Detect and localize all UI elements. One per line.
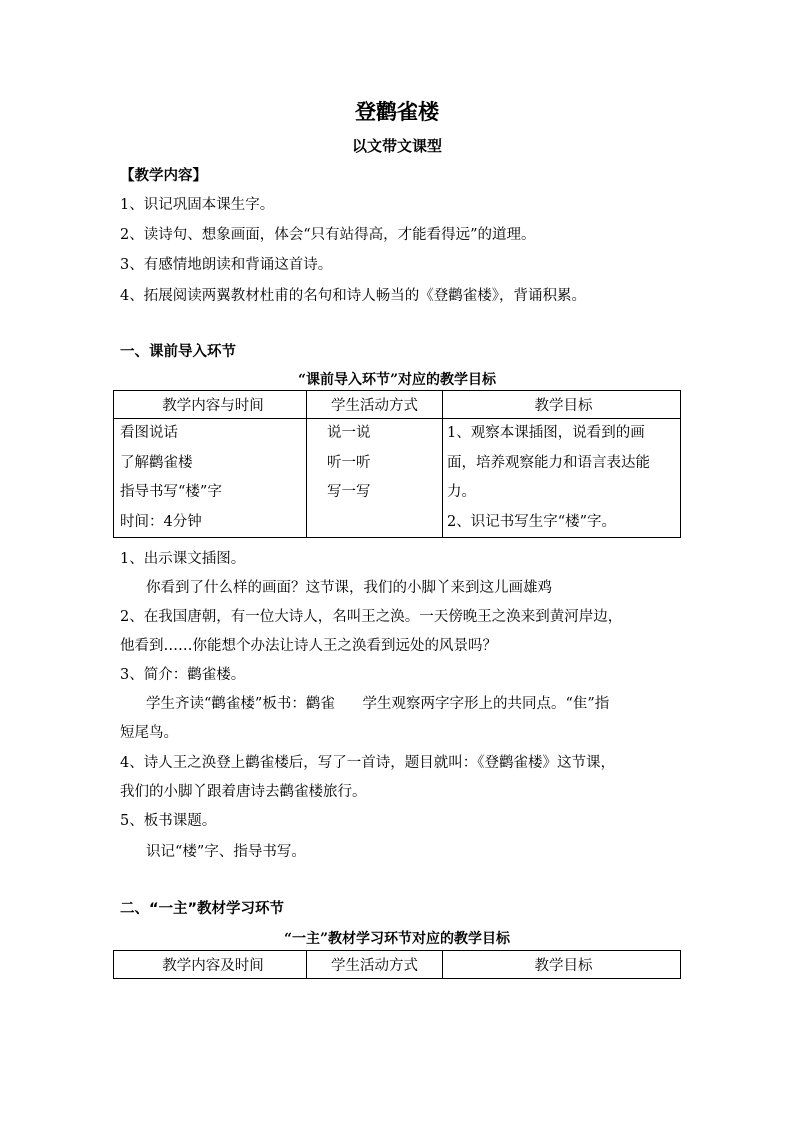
body-line: 3、简介：鹳雀楼。	[120, 667, 246, 683]
body-line: 识记“楼”字、指导书写。	[146, 844, 306, 860]
content-item: 4、拓展阅读两翼教材杜甫的名句和诗人畅当的《登鹳雀楼》，背诵积累。	[120, 288, 586, 304]
body-line: 你看到了什么样的画面？这节课，我们的小脚丫来到这儿画雄鸡	[146, 580, 552, 596]
table-cell-goal	[443, 419, 681, 538]
page-title: 登鹳雀楼	[355, 100, 439, 124]
cell-line: 1、观察本课插图，说看到的画	[447, 425, 645, 441]
section2-table	[113, 950, 681, 979]
body-line: 短尾鸟。	[120, 725, 178, 741]
section2-table-caption: “一主”教材学习环节对应的教学目标	[283, 931, 511, 947]
cell-line: 力。	[447, 484, 476, 500]
body-line: 1、出示课文插图。	[120, 551, 246, 567]
content-item: 1、识记巩固本课生字。	[120, 197, 275, 213]
table-cell-content	[114, 419, 307, 538]
section2-heading: 二、“一主”教材学习环节	[120, 901, 285, 917]
header-cell-goal: 教学目标	[443, 951, 681, 979]
cell-line: 面，培养观察能力和语言表达能	[447, 454, 650, 471]
cell-line: 看图说话	[120, 425, 178, 441]
table-cell-activity	[307, 419, 443, 538]
cell-line: 写一写	[327, 484, 371, 500]
section1-heading: 一、课前导入环节	[120, 344, 236, 360]
cell-line: 了解鹳雀楼	[120, 454, 193, 471]
page-subtitle: 以文带文课型	[351, 137, 442, 155]
body-line: 学生齐读“鹳雀楼”板书：鹳雀 学生观察两字字形上的共同点。“隹”指	[146, 696, 610, 712]
content-item: 3、有感情地朗读和背诵这首诗。	[120, 257, 333, 273]
table-header-row	[114, 951, 681, 979]
header-cell-activity: 学生活动方式	[307, 951, 443, 979]
body-line: 他看到……你能想个办法让诗人王之涣看到远处的风景吗？	[120, 638, 497, 654]
content-heading: 【教学内容】	[120, 168, 207, 184]
header-cell-content: 教学内容及时间	[114, 951, 307, 979]
header-cell-content: 教学内容与时间	[114, 391, 307, 419]
cell-line: 时间：4分钟	[120, 513, 202, 530]
cell-line: 说一说	[327, 425, 371, 441]
header-cell-activity: 学生活动方式	[307, 391, 443, 419]
section1-table-caption: “课前导入环节”对应的教学目标	[297, 372, 497, 388]
header-cell-goal: 教学目标	[443, 391, 681, 419]
body-line: 2、在我国唐朝，有一位大诗人，名叫王之涣。一天傍晚王之涣来到黄河岸边，	[120, 609, 623, 625]
table-row	[114, 419, 681, 538]
cell-line: 2、识记书写生字“楼”字。	[447, 513, 617, 530]
body-line: 我们的小脚丫跟着唐诗去鹳雀楼旅行。	[120, 784, 367, 800]
body-line: 5、板书课题。	[120, 813, 217, 829]
body-line: 4、诗人王之涣登上鹳雀楼后，写了一首诗，题目就叫：《登鹳雀楼》这节课，	[120, 755, 615, 771]
table-header-row	[114, 391, 681, 419]
cell-line: 听一听	[327, 454, 371, 471]
section1-table	[113, 390, 681, 538]
content-item: 2、读诗句、想象画面，体会“只有站得高，才能看得远”的道理。	[120, 227, 536, 243]
cell-line: 指导书写“楼”字	[120, 484, 222, 500]
